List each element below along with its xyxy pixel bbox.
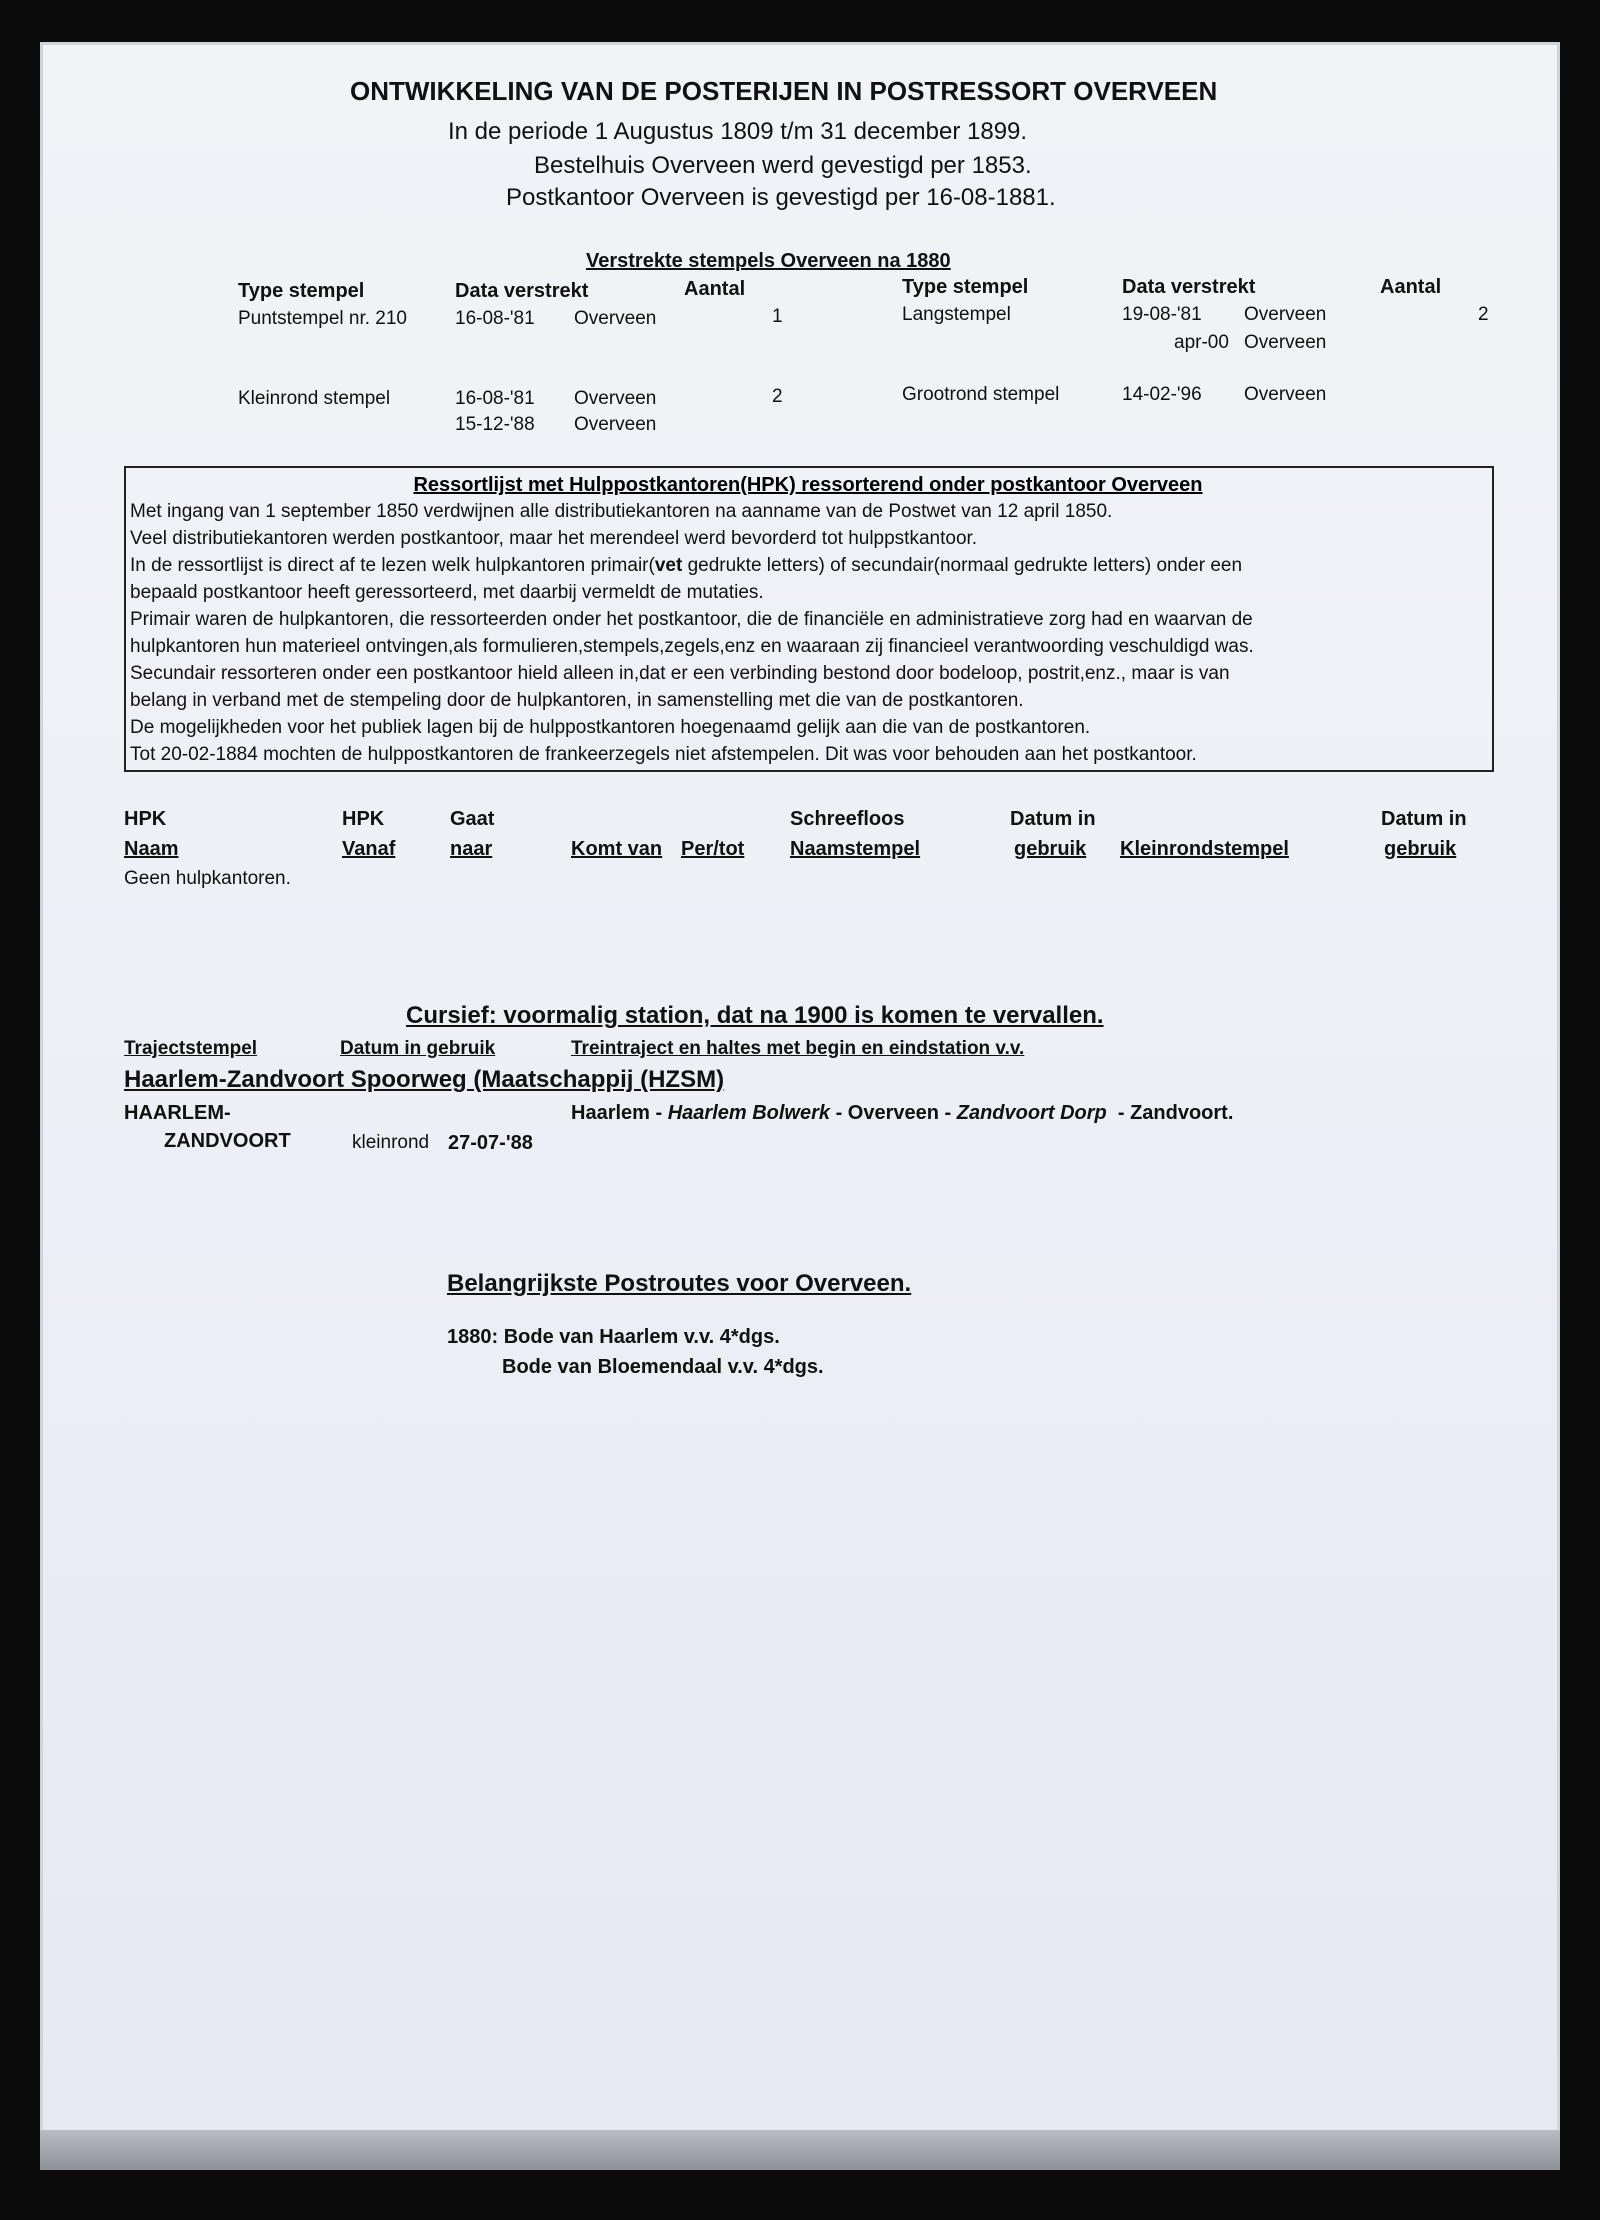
ressort-line: Primair waren de hulpkantoren, die ressorteerden onder het postkantoor, die de financiële en administratieve zorg had en waarvan de [130,609,1253,630]
train-route [571,1102,1233,1125]
bestelhuis-line: Bestelhuis Overveen werd gevestigd per 1853. [534,152,1032,179]
stamp-type: kleinrond [352,1132,430,1153]
ressort-line: Secundair ressorteren onder een postkantoor hield alleen in,dat er een verbinding bestond door bodeloop, postrit,enz., maar is van [130,663,1230,684]
stempel-place: Overveen [1244,304,1327,325]
stempels-header-data2: Data verstrekt [1122,276,1256,298]
stempel-date: apr-00 [1174,332,1229,353]
hpk-col-header: Komt van [571,838,663,860]
ressort-line: bepaald postkantoor heeft geressorteerd, met daarbij vermeldt de mutaties. [130,582,764,603]
hpk-col-header: Datum in [1010,808,1096,830]
traject-stamp-line: HAARLEM- [124,1102,231,1124]
stempel-type: Puntstempel nr. 210 [238,308,407,329]
traject-stamp-line: ZANDVOORT [164,1130,291,1152]
hpk-col-header: Naamstempel [790,838,921,860]
stempel-date: 19-08-'81 [1122,304,1202,325]
stempel-place: Overveen [574,308,657,329]
stempels-header-type: Type stempel [238,280,365,302]
hpk-col-header: Vanaf [342,838,396,860]
period-line: In de periode 1 Augustus 1809 t/m 31 december 1899. [448,118,1028,145]
stempel-type: Kleinrond stempel [238,388,391,409]
hpk-col-header: HPK [342,808,385,830]
stempel-type: Langstempel [902,304,1011,325]
ressort-line-bold: vet [654,555,683,576]
stempels-title: Verstrekte stempels Overveen na 1880 [586,250,951,272]
stempels-header-aantal: Aantal [684,278,746,300]
ressort-line-part: In de ressortlijst is direct af te lezen welk hulpkantoren primair( [130,555,655,576]
postroute-line: 1880: Bode van Haarlem v.v. 4*dgs. [447,1326,780,1348]
ressort-box [124,466,1494,772]
hpk-col-header: HPK [124,808,167,830]
hpk-col-header: Per/tot [681,838,745,860]
station-col-header: Datum in gebruik [340,1038,496,1059]
stempel-date: 16-08-'81 [455,388,535,409]
stempel-date: 15-12-'88 [455,414,535,435]
ressort-line [130,552,1486,579]
ressort-title: Ressortlijst met Hulppostkantoren(HPK) ressorterend onder postkantoor Overveen [413,474,1203,496]
hpk-col-header: Gaat [450,808,495,830]
stempels-header-aantal2: Aantal [1380,276,1442,298]
cursief-note: Cursief: voormalig station, dat na 1900 is komen te vervallen. [406,1002,1104,1029]
ressort-line: hulpkantoren hun materieel ontvingen,als formulieren,stempels,zegels,enz en waaraan zij financieel verantwoording veschuldigd was. [130,636,1254,657]
ressort-line: De mogelijkheden voor het publiek lagen bij de hulppostkantoren hoegenaamd gelijk aan die van de postkantoren. [130,717,1091,738]
hpk-col-header: naar [450,838,493,860]
hpk-col-header: gebruik [1014,838,1087,860]
stempel-date: 16-08-'81 [455,308,535,329]
stempels-header-data: Data verstrekt [455,280,589,302]
hpk-col-header: Datum in [1381,808,1467,830]
railway-company: Haarlem-Zandvoort Spoorweg (Maatschappij (HZSM) [124,1066,725,1093]
route-stop: Zandvoort Dorp [956,1102,1107,1124]
stempel-place: Overveen [574,388,657,409]
stempel-place: Overveen [1244,332,1327,353]
postroute-line: Bode van Bloemendaal v.v. 4*dgs. [502,1356,824,1378]
stempel-count: 2 [1478,304,1489,325]
hpk-col-header: gebruik [1384,838,1457,860]
route-stop: Haarlem Bolwerk [667,1102,831,1124]
hpk-col-header: Schreefloos [790,808,905,830]
station-col-header: Trajectstempel [124,1038,258,1059]
stempel-type: Grootrond stempel [902,384,1060,405]
stempel-place: Overveen [574,414,657,435]
stempel-count: 2 [772,386,783,407]
sleeve-edge [40,2130,1560,2170]
stamp-date: 27-07-'88 [448,1132,533,1154]
ressort-line: belang in verband met de stempeling door de hulpkantoren, in samenstelling met die van de postkantoren. [130,690,1024,711]
postkantoor-line: Postkantoor Overveen is gevestigd per 16-08-1881. [506,184,1056,211]
stempel-date: 14-02-'96 [1122,384,1202,405]
route-stop: - Overveen - [830,1102,957,1124]
hpk-none: Geen hulpkantoren. [124,868,291,889]
station-col-header: Treintraject en haltes met begin en eindstation v.v. [571,1038,1025,1059]
stempel-place: Overveen [1244,384,1327,405]
route-stop: - Zandvoort. [1106,1102,1234,1124]
ressort-line: Met ingang van 1 september 1850 verdwijnen alle distributiekantoren na aanname van de Postwet van 12 april 1850. [130,501,1113,522]
hpk-col-header: Naam [124,838,179,860]
page-title: ONTWIKKELING VAN DE POSTERIJEN IN POSTRESSORT OVERVEEN [350,76,1218,106]
ressort-line: Tot 20-02-1884 mochten de hulppostkantoren de frankeerzegels niet afstempelen. Dit was voor behouden aan het postkantoor. [130,744,1197,765]
album-page [40,42,1560,2152]
ressort-line: Veel distributiekantoren werden postkantoor, maar het merendeel werd bevorderd tot hulppstkantoor. [130,528,978,549]
postroutes-title: Belangrijkste Postroutes voor Overveen. [447,1270,912,1297]
ressort-line-part: gedrukte letters) of secundair(normaal gedrukte letters) onder een [682,555,1243,576]
hpk-col-header: Kleinrondstempel [1120,838,1289,860]
stempels-header-type2: Type stempel [902,276,1029,298]
route-stop: Haarlem - [571,1102,668,1124]
stempel-count: 1 [772,306,783,327]
